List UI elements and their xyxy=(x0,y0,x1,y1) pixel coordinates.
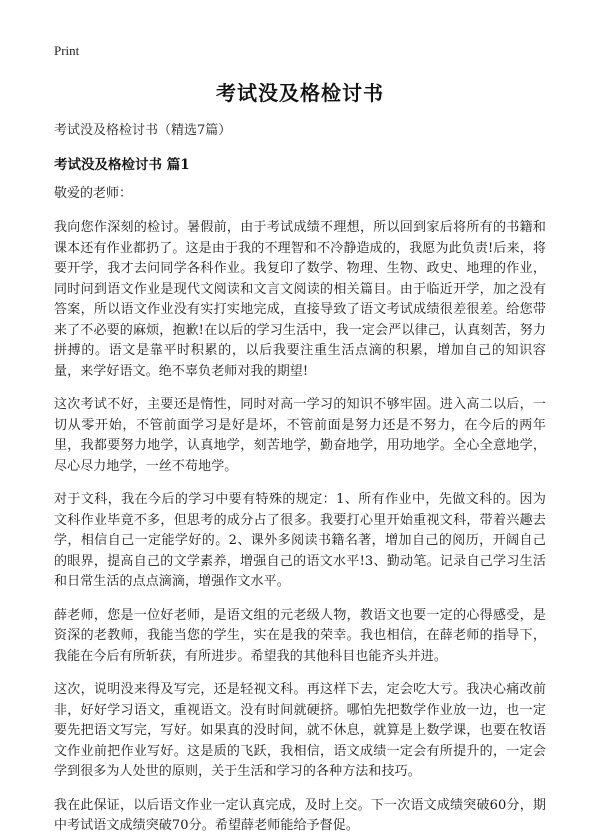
paragraph-2: 这次考试不好，主要还是惰性，同时对高一学习的知识不够牢固。进入高二以后，一切从零开始，不管前面学习是好是坏，不管前面是努力还是不努力，在今后的两年里，我都要努力地学，认真地学，刻苦地学，勤奋地学，用功地学。全心全意地学，尽心尽力地学，一丝不苟地学。 xyxy=(54,397,546,474)
paragraph-5: 这次，说明没来得及写完，还是轻视文科。再这样下去，定会吃大亏。我决心痛改前非，好好学习语文，重视语文。没有时间就硬挤。哪怕先把数学作业放一边，也一定要先把语文写完，写好。如果真的没时间，就不休息，就算是上数学课，也要在牧语文作业前把作业写好。这是质的飞跃，我相信，语文成绩一定会有所提升的，一定会学到很多为人处世的原则，关于生活和学习的各种方法和技巧。 xyxy=(54,682,546,779)
paragraph-1: 我向您作深刻的检讨。暑假前，由于考试成绩不理想，所以回到家后将所有的书籍和课本还有作业都扔了。这是由于我的不理智和不冷静造成的，我愿为此负责!后来，将要开学，我才去问同学各科作业。我复印了数学、物理、生物、政史、地理的作业，同时问到语文作业是现代文阅读和文言文阅读的相关篇目。由于临近开学，加之没有答案，所以语文作业没有实打实地完成，直接导致了语文考试成绩很差很差。给您带来了不必要的麻烦，抱歉!在以后的学习生活中，我一定会严以律己，认真刻苦，努力拼搏的。语文是靠平时积累的，以后我要注重生活点滴的积累，增加自己的知识容量，来学好语文。绝不辜负老师对我的期望! xyxy=(54,220,546,379)
paragraph-6: 我在此保证，以后语文作业一定认真完成，及时上交。下一次语文成绩突破60分，期中考试语文成绩突破70分。希望薛老师能给予督促。 xyxy=(54,797,546,833)
page-title: 考试没及格检讨书 xyxy=(216,81,384,105)
paragraph-3: 对于文科，我在今后的学习中要有特殊的规定：1、所有作业中，先做文科的。因为文科作业毕竟不多，但思考的成分占了很多。我要打心里开始重视文科，带着兴趣去学，相信自己一定能学好的。2、课外多阅读书籍名著，增加自己的阅历，开阔自己的眼界，提高自己的文学素养，增强自己的语文水平!3、勤动笔。记录自己学习生活和日常生活的点点滴滴，增强作文水平。 xyxy=(54,492,546,589)
paragraph-4: 薛老师，您是一位好老师，是语文组的元老级人物，教语文也要一定的心得感受，是资深的老教师，我能当您的学生，实在是我的荣幸。我也相信，在薛老师的指导下，我能在今后有所斩获，有所进步。希望我的其他科目也能齐头并进。 xyxy=(54,607,546,664)
letter-body xyxy=(54,218,546,837)
print-link[interactable]: Print xyxy=(54,43,80,58)
greeting: 敬爱的老师： xyxy=(54,186,133,201)
document-subtitle: 考试没及格检讨书（精选7篇） xyxy=(54,123,232,138)
section-heading: 考试没及格检讨书 篇1 xyxy=(54,157,190,173)
